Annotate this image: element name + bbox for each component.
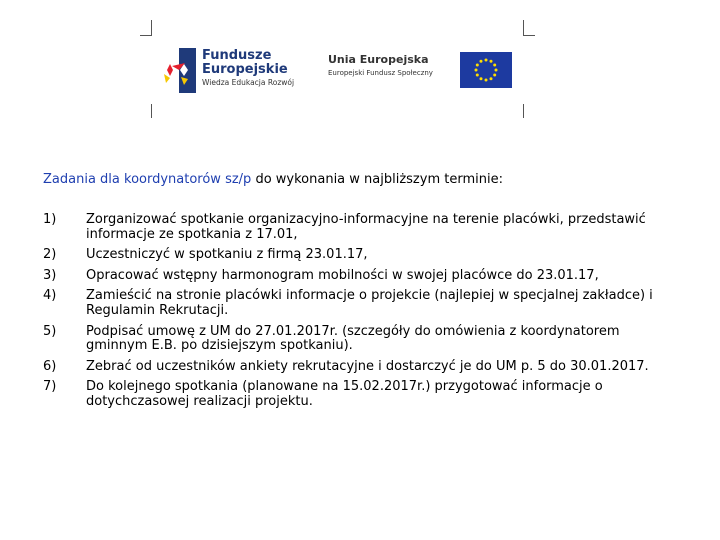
fundusze-europejskie-logo bbox=[160, 40, 310, 100]
crop-mark-top-left-v bbox=[151, 20, 152, 36]
fe-logo-line2: Europejskie bbox=[202, 62, 288, 77]
ue-subtitle: Europejski Fundusz Społeczny bbox=[328, 69, 433, 77]
item-number: 1) bbox=[43, 212, 57, 227]
task-list bbox=[43, 213, 683, 410]
item-text: Podpisać umowę z UM do 27.01.2017r. (szczegóły do omówienia z koordynatorem gminnym E.B. po dzisiejszym spotkaniu). bbox=[86, 323, 620, 354]
intro-heading bbox=[43, 171, 503, 189]
item-number: 2) bbox=[43, 247, 57, 263]
item-number: 5) bbox=[43, 323, 57, 339]
eu-flag-icon bbox=[460, 52, 512, 88]
crop-mark-top-right-h bbox=[523, 35, 535, 36]
item-number: 6) bbox=[43, 358, 57, 374]
list-item bbox=[43, 213, 683, 242]
item-number: 3) bbox=[43, 267, 57, 283]
list-item bbox=[43, 248, 683, 263]
intro-accent-text: Zadania dla koordynatorów sz/p bbox=[43, 172, 252, 187]
crop-mark-bottom-right-v bbox=[523, 104, 524, 118]
item-text: Uczestniczyć w spotkaniu z firmą 23.01.17, bbox=[86, 247, 368, 263]
list-item bbox=[43, 380, 683, 409]
item-text: Do kolejnego spotkania (planowane na 15.02.2017r.) przygotować informacje o dotychczasowej realizacji projektu. bbox=[86, 379, 603, 409]
item-text: Opracować wstępny harmonogram mobilności w swojej placówce do 23.01.17, bbox=[86, 267, 599, 283]
list-item bbox=[43, 269, 683, 284]
list-item bbox=[43, 360, 683, 375]
crop-mark-bottom-left-v bbox=[151, 104, 152, 118]
item-number: 7) bbox=[43, 379, 57, 395]
fe-logo-tagline: Wiedza Edukacja Rozwój bbox=[202, 78, 295, 87]
crop-mark-top-right-v bbox=[523, 20, 524, 36]
item-text: Zamieścić na stronie placówki informacje o projekcie (najlepiej w specjalnej zakładce) i Regulamin Rekrutacji. bbox=[86, 288, 653, 318]
fe-star-mark-icon bbox=[160, 40, 200, 100]
fe-text-block bbox=[202, 49, 312, 88]
item-text: Zorganizować spotkanie organizacyjno-informacyjne na terenie placówki, przedstawić informacje ze spotkania z 17.01, bbox=[86, 212, 646, 242]
item-number: 4) bbox=[43, 288, 57, 304]
crop-mark-top-left-h bbox=[140, 35, 152, 36]
unia-europejska-text bbox=[328, 53, 448, 79]
item-text: Zebrać od uczestników ankiety rekrutacyjne i dostarczyć je do UM p. 5 do 30.01.2017. bbox=[86, 358, 649, 374]
list-item bbox=[43, 289, 683, 318]
list-item bbox=[43, 325, 683, 354]
ue-title: Unia Europejska bbox=[328, 53, 429, 66]
logo-header bbox=[160, 40, 520, 100]
fe-logo-line1: Fundusze bbox=[202, 48, 272, 63]
intro-rest-text: do wykonania w najbliższym terminie: bbox=[251, 172, 503, 187]
